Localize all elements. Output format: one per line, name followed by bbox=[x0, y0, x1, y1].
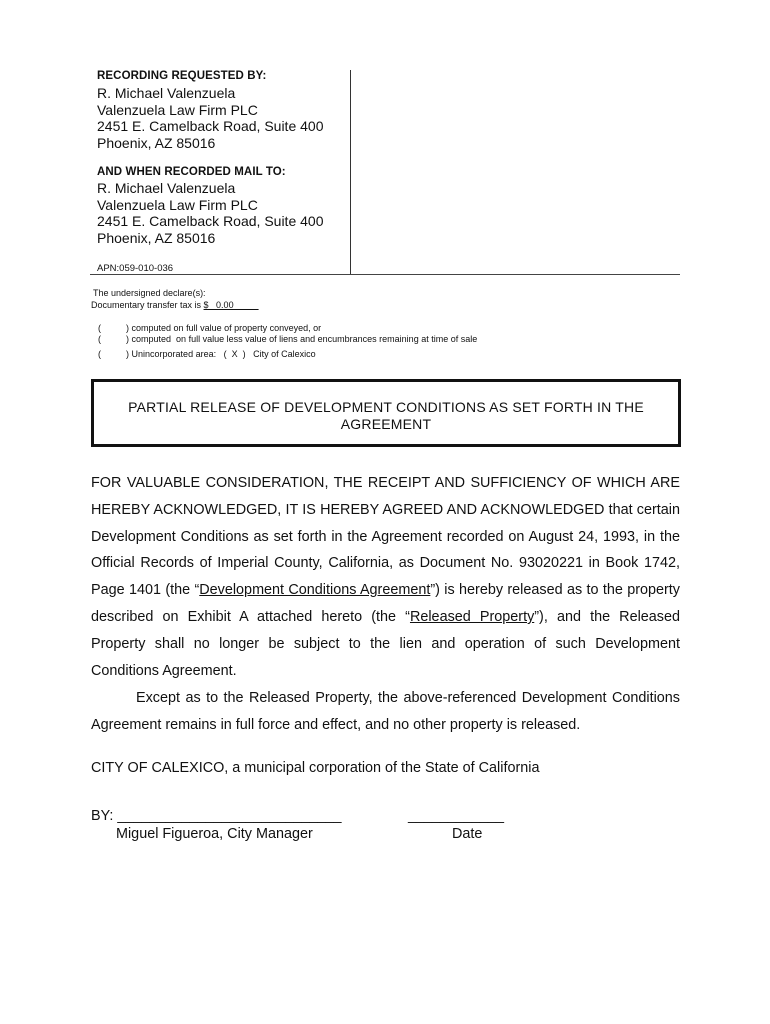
tax-amount-prefix: Documentary transfer tax is bbox=[91, 300, 204, 310]
address-line: Phoenix, AZ 85016 bbox=[97, 134, 216, 151]
tax-option-box: ( ) bbox=[98, 334, 130, 344]
defined-term: Released Property bbox=[409, 608, 535, 625]
tax-option-text: computed on full value of property conveyed, or bbox=[131, 323, 322, 333]
signature-date-line: ____________ bbox=[408, 808, 505, 824]
address-line: Valenzuela Law Firm PLC bbox=[97, 196, 258, 213]
tax-declare-text: The undersigned declare(s): bbox=[93, 288, 206, 298]
tax-amount-line bbox=[91, 300, 259, 311]
tax-option-box: ( ) bbox=[98, 349, 130, 359]
document-title-line: AGREEMENT bbox=[340, 416, 432, 432]
tax-option-row bbox=[93, 338, 316, 360]
recording-requested-heading: RECORDING REQUESTED BY: bbox=[97, 70, 267, 82]
signature-by-line: BY: ____________________________ bbox=[91, 808, 342, 824]
address-line: Valenzuela Law Firm PLC bbox=[97, 101, 258, 118]
tax-option-text: computed on full value less value of liens and encumbrances remaining at time of sale bbox=[131, 334, 478, 344]
paragraph-text: FOR VALUABLE CONSIDERATION, THE RECEIPT AND SUFFICIENCY OF WHICH ARE HEREBY ACKNOWLEDGED, IT IS HEREBY AGREED AND ACKNOWLEDGED that certain Development Conditions as set forth in the Agreement recorded on August 24, 1993, in the Official Records of Imperial County, California, as Document No. 93020221 in Book 1742, Page 1401 (the “ bbox=[91, 475, 680, 599]
tax-option-text: Unincorporated area: ( X ) City of Calexico bbox=[131, 349, 316, 359]
signer-name: Miguel Figueroa, City Manager bbox=[116, 826, 313, 842]
document-title-line: PARTIAL RELEASE OF DEVELOPMENT CONDITIONS AS SET FORTH IN THE bbox=[128, 399, 644, 415]
release-paragraph bbox=[91, 470, 680, 684]
address-line: R. Michael Valenzuela bbox=[97, 85, 236, 101]
date-label: Date bbox=[452, 826, 483, 842]
party-statement: CITY OF CALEXICO, a municipal corporation of the State of California bbox=[91, 760, 540, 776]
address-line: 2451 E. Camelback Road, Suite 400 bbox=[97, 118, 324, 134]
recording-box-bottom-rule bbox=[90, 274, 680, 275]
document-title bbox=[94, 399, 678, 433]
paragraph-text: ”) is hereby released as to the property described on Exhibit A attached hereto (the “ bbox=[91, 582, 680, 625]
tax-amount-value: $ 0.00 bbox=[203, 300, 259, 310]
tax-option-box: ( ) bbox=[98, 323, 130, 333]
address-line: Phoenix, AZ 85016 bbox=[97, 229, 216, 246]
paragraph-text: ”), and the Released Property shall no longer be subject to the lien and operation of such Development Conditions Agreement. bbox=[91, 608, 680, 679]
apn-number: APN:059-010-036 bbox=[97, 263, 174, 274]
document-title-box bbox=[91, 379, 681, 447]
mail-to-heading: AND WHEN RECORDED MAIL TO: bbox=[97, 166, 286, 178]
recording-box-divider bbox=[350, 70, 351, 274]
recording-requested-address bbox=[97, 85, 323, 151]
address-line: R. Michael Valenzuela bbox=[97, 180, 236, 196]
mail-to-address bbox=[97, 180, 323, 246]
exception-paragraph: Except as to the Released Property, the above-referenced Development Conditions Agreement remains in full force and effect, and no other property is released. bbox=[91, 690, 680, 733]
address-line: 2451 E. Camelback Road, Suite 400 bbox=[97, 213, 324, 229]
defined-term: Development Conditions Agreement bbox=[199, 582, 431, 599]
